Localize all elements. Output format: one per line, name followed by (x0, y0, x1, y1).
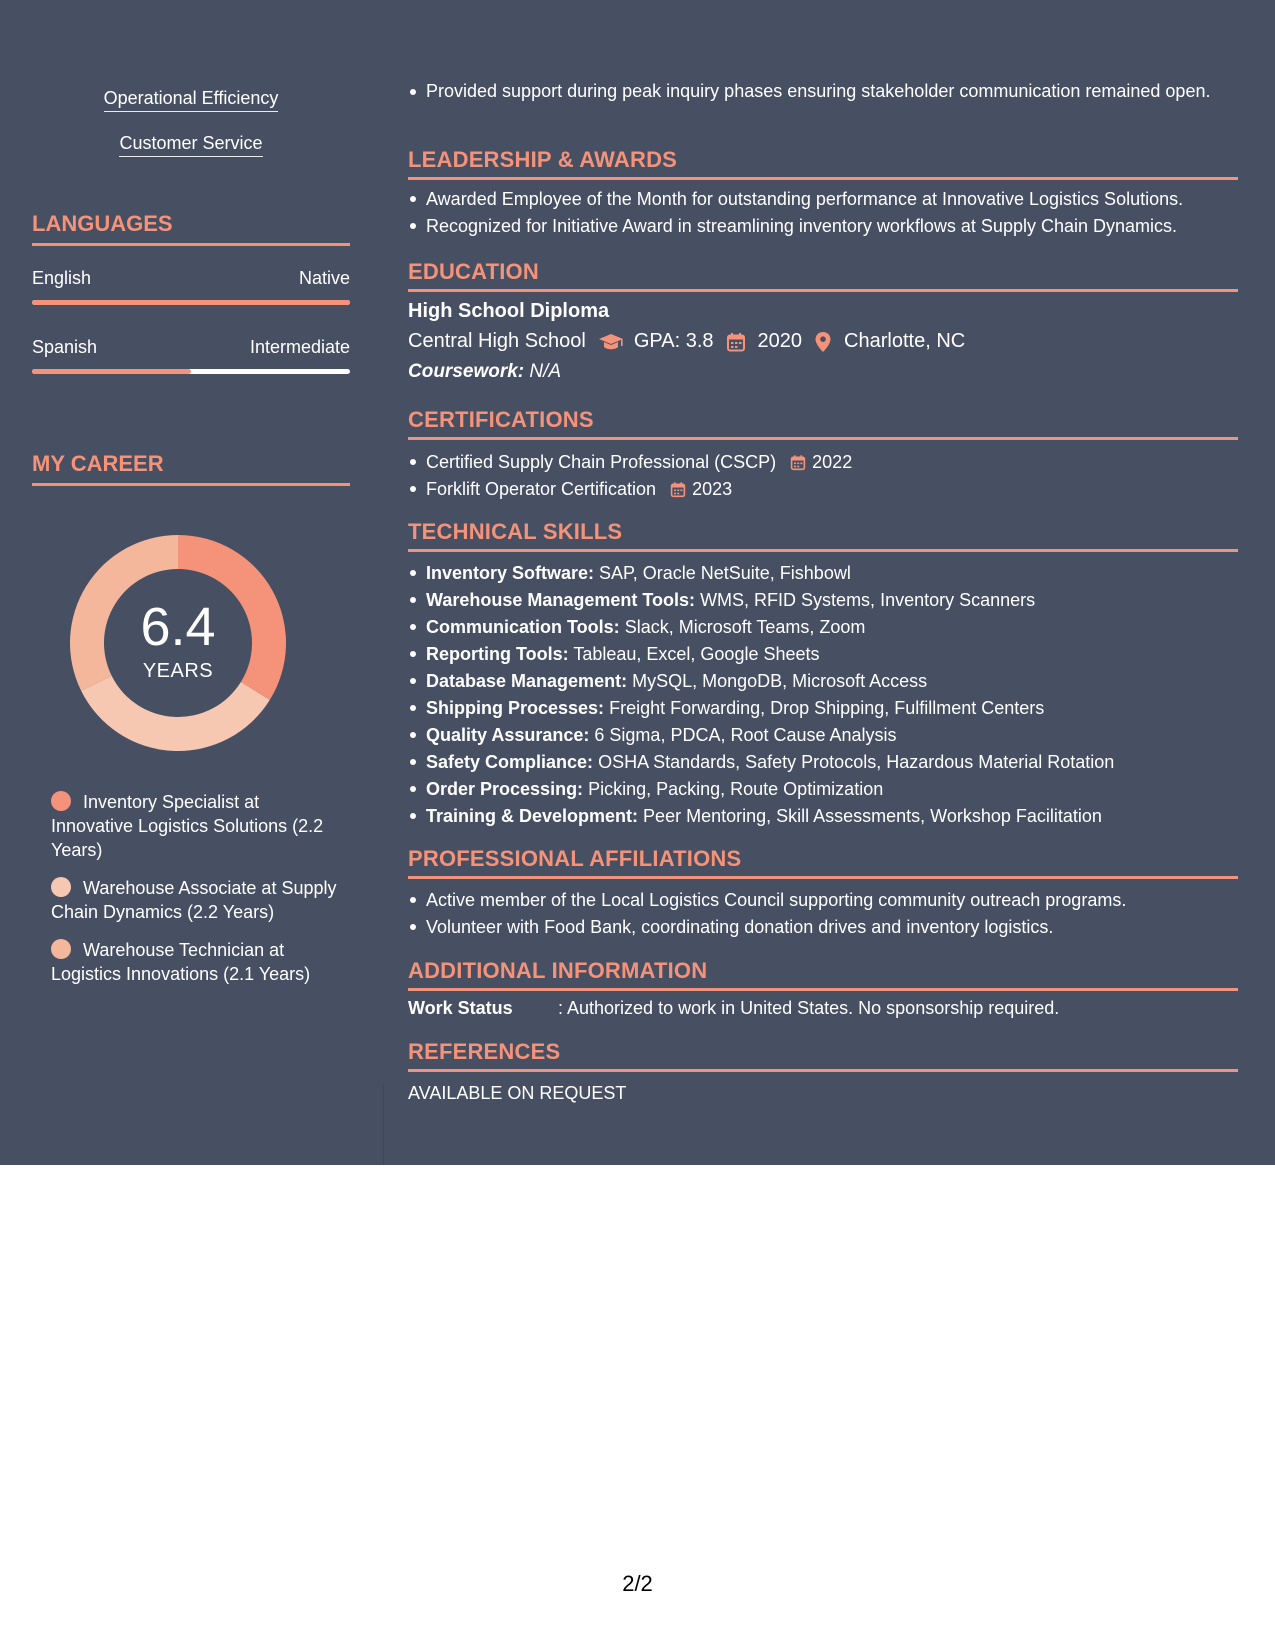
coursework-value: N/A (529, 361, 562, 382)
experience-bullets (408, 79, 1238, 104)
leadership-heading: LEADERSHIP & AWARDS (408, 147, 1238, 180)
language-level: Native (298, 268, 350, 288)
work-status-label: Work Status (408, 998, 513, 1018)
affiliations-heading: PROFESSIONAL AFFILIATIONS (408, 846, 1238, 879)
technical-skills-heading: TECHNICAL SKILLS (408, 519, 1238, 552)
education-degree: High School Diploma (408, 300, 610, 322)
list-item: Provided support during peak inquiry phases ensuring stakeholder communication remained open. (426, 79, 1238, 104)
legend-label: Warehouse Technician at Logistics Innovations (2.1 Years) (51, 940, 311, 984)
list-item (426, 668, 1238, 695)
skill-label: Safety Compliance: (426, 752, 594, 772)
skill-label: Training & Development: (426, 806, 639, 826)
skill-value: Freight Forwarding, Drop Shipping, Fulfillment Centers (609, 698, 1045, 718)
list-item (426, 476, 1238, 503)
list-item (426, 587, 1238, 614)
donut-center (66, 531, 290, 755)
education-coursework (408, 361, 561, 383)
skill-value: OSHA Standards, Safety Protocols, Hazardous Material Rotation (598, 752, 1115, 772)
skill-value: Picking, Packing, Route Optimization (588, 779, 884, 799)
education-year: 2020 (757, 330, 803, 352)
skill-label: Reporting Tools: (426, 644, 569, 664)
career-heading: MY CAREER (32, 451, 350, 486)
language-proficiency-bar (32, 300, 350, 305)
list-item: Recognized for Initiative Award in streamlining inventory workflows at Supply Chain Dynamics. (426, 213, 1238, 240)
column-divider (383, 1085, 384, 1165)
coursework-label: Coursework: (408, 361, 525, 382)
career-total-value: 6.4 (140, 596, 216, 657)
skill-tag-label: Operational Efficiency (104, 88, 279, 112)
languages-heading: LANGUAGES (32, 211, 350, 246)
legend-dot (51, 939, 71, 959)
skill-label: Warehouse Management Tools: (426, 590, 696, 610)
skill-value: Slack, Microsoft Teams, Zoom (624, 617, 866, 637)
legend-dot (51, 791, 71, 811)
language-name: Spanish (32, 337, 98, 357)
certification-year: 2023 (692, 479, 733, 499)
language-row (32, 268, 350, 289)
skill-value: Tableau, Excel, Google Sheets (573, 644, 820, 664)
list-item (426, 695, 1238, 722)
language-name: English (32, 268, 92, 288)
location-pin-icon (814, 331, 832, 353)
career-donut-chart (66, 531, 290, 755)
legend-label: Warehouse Associate at Supply Chain Dynamics (2.2 Years) (51, 878, 337, 922)
education-location: Charlotte, NC (844, 330, 966, 352)
skill-label: Inventory Software: (426, 563, 595, 583)
education-heading: EDUCATION (408, 259, 1238, 292)
list-item: Volunteer with Food Bank, coordinating donation drives and inventory logistics. (426, 914, 1238, 941)
skill-label: Database Management: (426, 671, 628, 691)
language-proficiency-bar (32, 369, 350, 374)
career-legend (51, 790, 341, 1000)
list-item (426, 614, 1238, 641)
list-item (426, 803, 1238, 830)
list-item: Awarded Employee of the Month for outstanding performance at Innovative Logistics Solutions. (426, 186, 1238, 213)
skill-tag (32, 133, 350, 157)
certification-name: Certified Supply Chain Professional (CSCP) (426, 452, 777, 472)
list-item (426, 776, 1238, 803)
graduation-cap-icon (598, 332, 624, 352)
certifications-heading: CERTIFICATIONS (408, 407, 1238, 440)
skill-label: Quality Assurance: (426, 725, 590, 745)
skill-value: MySQL, MongoDB, Microsoft Access (632, 671, 928, 691)
legend-item (51, 790, 341, 862)
certifications-list (408, 449, 1238, 503)
language-row (32, 337, 350, 358)
certification-name: Forklift Operator Certification (426, 479, 657, 499)
legend-item (51, 876, 341, 924)
list-item: Active member of the Local Logistics Council supporting community outreach programs. (426, 887, 1238, 914)
list-item (426, 722, 1238, 749)
skill-label: Shipping Processes: (426, 698, 605, 718)
list-item (426, 560, 1238, 587)
skill-value: SAP, Oracle NetSuite, Fishbowl (599, 563, 851, 583)
technical-skills-list (408, 560, 1238, 830)
calendar-icon (726, 332, 746, 352)
skill-tag (32, 88, 350, 112)
skill-label: Communication Tools: (426, 617, 620, 637)
legend-item (51, 938, 341, 986)
list-item (426, 641, 1238, 668)
education-gpa: GPA: 3.8 (633, 330, 714, 352)
language-proficiency-fill (32, 300, 350, 305)
certification-year: 2022 (812, 452, 853, 472)
leadership-list (408, 186, 1238, 240)
additional-info-heading: ADDITIONAL INFORMATION (408, 958, 1238, 991)
legend-label: Inventory Specialist at Innovative Logistics Solutions (2.2 Years) (51, 792, 324, 860)
education-details (408, 330, 965, 353)
work-status-row (408, 998, 1059, 1019)
career-total-unit: YEARS (142, 659, 214, 682)
work-status-value: : Authorized to work in United States. No sponsorship required. (558, 998, 1060, 1018)
references-text: AVAILABLE ON REQUEST (408, 1083, 627, 1103)
skill-tag-label: Customer Service (119, 133, 262, 157)
legend-dot (51, 877, 71, 897)
affiliations-list (408, 887, 1238, 941)
calendar-icon (790, 454, 806, 471)
skill-label: Order Processing: (426, 779, 584, 799)
references-heading: REFERENCES (408, 1039, 1238, 1072)
skill-value: Peer Mentoring, Skill Assessments, Workshop Facilitation (643, 806, 1102, 826)
language-level: Intermediate (249, 337, 350, 357)
page-number: 2/2 (622, 1571, 653, 1596)
skill-value: WMS, RFID Systems, Inventory Scanners (700, 590, 1036, 610)
skill-value: 6 Sigma, PDCA, Root Cause Analysis (594, 725, 897, 745)
list-item (426, 749, 1238, 776)
education-school: Central High School (408, 330, 586, 352)
calendar-icon (670, 481, 686, 498)
list-item (426, 449, 1238, 476)
language-proficiency-fill (32, 369, 191, 374)
